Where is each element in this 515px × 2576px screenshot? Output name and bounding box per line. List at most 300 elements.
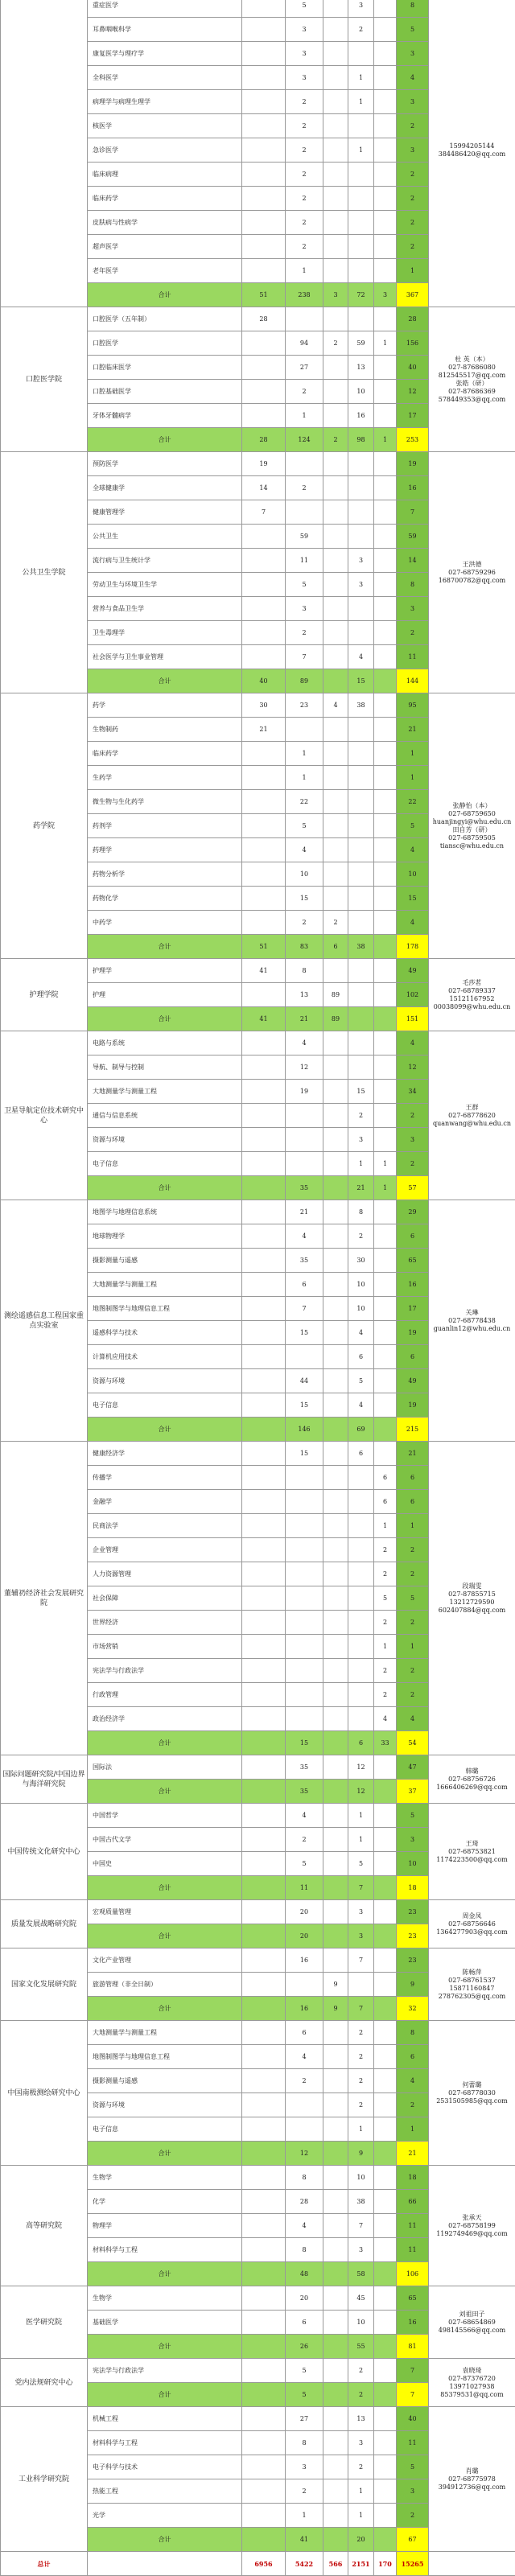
count-cell (323, 814, 348, 838)
count-cell (374, 452, 397, 476)
contact-line: 027-87855715 (430, 1590, 514, 1599)
major-cell: 电路与系统 (88, 1031, 242, 1056)
total-cell: 3 (397, 1128, 429, 1152)
total-cell: 2 (397, 114, 429, 138)
count-cell (374, 1080, 397, 1104)
count-cell: 2 (286, 2069, 323, 2093)
major-cell: 大地测量学与测量工程 (88, 2021, 242, 2045)
count-cell (286, 718, 323, 742)
count-cell (374, 2190, 397, 2214)
subtotal-cell: 7 (348, 1997, 374, 2021)
count-cell (374, 1973, 397, 1997)
contact-line: 027-68778438 (430, 1317, 514, 1325)
count-cell (323, 2117, 348, 2142)
count-cell (242, 211, 286, 235)
count-cell: 1 (374, 331, 397, 356)
subtotal-cell (242, 1924, 286, 1948)
subtotal-cell: 238 (286, 283, 323, 307)
major-cell: 病理学与病理生理学 (88, 90, 242, 114)
subtotal-total: 215 (397, 1418, 429, 1442)
total-cell: 65 (397, 2286, 429, 2311)
count-cell (348, 1538, 374, 1562)
subtotal-cell (242, 1731, 286, 1755)
count-cell (348, 621, 374, 645)
major-cell: 牙体牙髓病学 (88, 404, 242, 428)
subtotal-cell: 16 (286, 1997, 323, 2021)
count-cell: 6 (374, 1490, 397, 1514)
count-cell (242, 2359, 286, 2383)
department-cell: 药学院 (1, 693, 88, 959)
major-cell: 全球健康学 (88, 476, 242, 500)
count-cell (242, 2045, 286, 2069)
total-cell: 21 (397, 718, 429, 742)
count-cell (374, 645, 397, 669)
count-cell: 2 (374, 1562, 397, 1586)
count-cell: 15 (286, 887, 323, 911)
count-cell: 5 (286, 2359, 323, 2383)
count-cell (323, 2238, 348, 2262)
count-cell (374, 2455, 397, 2479)
count-cell (348, 1683, 374, 1707)
contact-cell (429, 452, 515, 693)
total-cell: 2 (397, 163, 429, 187)
total-cell: 2 (397, 2093, 429, 2117)
count-cell (242, 1321, 286, 1345)
count-cell (348, 211, 374, 235)
total-cell: 2 (397, 235, 429, 259)
count-cell: 2 (286, 114, 323, 138)
count-cell (323, 1900, 348, 1924)
count-cell (348, 718, 374, 742)
subtotal-cell (242, 1876, 286, 1900)
count-cell (242, 2166, 286, 2190)
count-cell (374, 1345, 397, 1369)
count-cell: 5 (348, 1852, 374, 1876)
count-cell (286, 1152, 323, 1176)
grand-total-cell: 566 (323, 2552, 348, 2576)
subtotal-cell: 33 (374, 1731, 397, 1755)
total-cell: 2 (397, 187, 429, 211)
count-cell (242, 1080, 286, 1104)
count-cell: 89 (323, 983, 348, 1007)
subtotal-cell (242, 2335, 286, 2359)
count-cell (374, 163, 397, 187)
total-cell: 65 (397, 1249, 429, 1273)
count-cell (374, 42, 397, 66)
count-cell (242, 1128, 286, 1152)
count-cell (374, 18, 397, 42)
subtotal-cell (242, 2383, 286, 2407)
count-cell: 8 (286, 2166, 323, 2190)
count-cell (286, 1707, 323, 1731)
contact-line: 027-87376720 (430, 2375, 514, 2383)
count-cell (323, 18, 348, 42)
table-row (1, 1031, 515, 1056)
count-cell (242, 1466, 286, 1490)
count-cell (374, 742, 397, 766)
total-cell: 2 (397, 1152, 429, 1176)
contact-line: 王琦 (430, 1840, 514, 1848)
count-cell (242, 742, 286, 766)
total-cell: 9 (397, 1973, 429, 1997)
count-cell (242, 1249, 286, 1273)
count-cell (286, 1104, 323, 1128)
contact-line: 1192749469@qq.com (430, 2230, 514, 2238)
count-cell: 12 (348, 1755, 374, 1780)
total-cell: 16 (397, 476, 429, 500)
count-cell: 7 (348, 1948, 374, 1973)
count-cell: 41 (242, 959, 286, 983)
subtotal-cell: 69 (348, 1418, 374, 1442)
count-cell: 6 (374, 1466, 397, 1490)
count-cell: 6 (286, 2311, 323, 2335)
count-cell (323, 259, 348, 283)
subtotal-cell (323, 1780, 348, 1804)
major-cell: 地图制图学与地理信息工程 (88, 1297, 242, 1321)
count-cell (374, 2093, 397, 2117)
major-cell: 电子信息 (88, 1393, 242, 1418)
count-cell (323, 1273, 348, 1297)
count-cell (286, 1611, 323, 1635)
contact-line: 027-68756646 (430, 1920, 514, 1928)
count-cell: 1 (348, 1804, 374, 1828)
count-cell (323, 1586, 348, 1611)
subtotal-cell: 3 (323, 283, 348, 307)
contact-line: 13212729590 (430, 1599, 514, 1607)
count-cell (323, 1104, 348, 1128)
count-cell (323, 2311, 348, 2335)
count-cell (348, 42, 374, 66)
count-cell (348, 911, 374, 935)
count-cell (348, 983, 374, 1007)
major-cell: 市场营销 (88, 1635, 242, 1659)
total-cell: 7 (397, 2359, 429, 2383)
count-cell: 35 (286, 1755, 323, 1780)
count-cell (374, 1755, 397, 1780)
count-cell (323, 356, 348, 380)
total-cell: 1 (397, 259, 429, 283)
major-cell: 电子信息 (88, 1152, 242, 1176)
count-cell (348, 887, 374, 911)
count-cell (242, 549, 286, 573)
total-cell: 12 (397, 1056, 429, 1080)
count-cell: 28 (242, 307, 286, 331)
subtotal-label: 合计 (88, 428, 242, 452)
count-cell (323, 2407, 348, 2431)
contact-line: 陈畅萍 (430, 1969, 514, 1977)
subtotal-cell: 20 (286, 1924, 323, 1948)
major-cell: 公共卫生 (88, 525, 242, 549)
total-cell: 14 (397, 549, 429, 573)
subtotal-total: 18 (397, 1876, 429, 1900)
major-cell: 口腔医学（五年制） (88, 307, 242, 331)
subtotal-label: 合计 (88, 2335, 242, 2359)
contact-line: 张承天 (430, 2214, 514, 2222)
count-cell (374, 1249, 397, 1273)
contact-line: 张静怡（本） (430, 802, 514, 810)
count-cell (374, 814, 397, 838)
subtotal-total: 32 (397, 1997, 429, 2021)
count-cell (323, 2286, 348, 2311)
major-cell: 地图制图学与地理信息工程 (88, 2045, 242, 2069)
count-cell: 4 (323, 693, 348, 718)
contact-cell (429, 0, 515, 307)
count-cell: 15 (286, 1442, 323, 1466)
subtotal-cell: 9 (348, 2142, 374, 2166)
count-cell: 2 (348, 1224, 374, 1249)
count-cell (242, 1104, 286, 1128)
count-cell: 20 (286, 2286, 323, 2311)
count-cell (348, 838, 374, 862)
contact-line: 00038099@whu.edu.cn (430, 1003, 514, 1011)
subtotal-cell (323, 2262, 348, 2286)
count-cell: 44 (286, 1369, 323, 1393)
count-cell: 3 (286, 2455, 323, 2479)
subtotal-cell: 3 (348, 1924, 374, 1948)
major-cell: 临床药学 (88, 742, 242, 766)
count-cell (323, 1562, 348, 1586)
subtotal-cell (374, 2262, 397, 2286)
subtotal-cell (374, 2383, 397, 2407)
count-cell (242, 1683, 286, 1707)
subtotal-cell (374, 1997, 397, 2021)
count-cell (374, 2045, 397, 2069)
subtotal-cell: 72 (348, 283, 374, 307)
count-cell (242, 1538, 286, 1562)
subtotal-label: 合计 (88, 2383, 242, 2407)
count-cell: 1 (348, 2504, 374, 2528)
count-cell (374, 2069, 397, 2093)
subtotal-cell: 58 (348, 2262, 374, 2286)
count-cell (374, 2359, 397, 2383)
count-cell (242, 1611, 286, 1635)
major-cell: 健康经济学 (88, 1442, 242, 1466)
count-cell: 2 (348, 2455, 374, 2479)
count-cell (323, 380, 348, 404)
count-cell (348, 259, 374, 283)
subtotal-cell (374, 1780, 397, 1804)
count-cell (374, 693, 397, 718)
count-cell (374, 211, 397, 235)
total-cell: 8 (397, 0, 429, 18)
count-cell (323, 163, 348, 187)
count-cell: 11 (286, 549, 323, 573)
subtotal-cell (242, 1176, 286, 1200)
contact-line: 杜 英（本） (430, 356, 514, 364)
subtotal-total: 37 (397, 1780, 429, 1804)
total-cell: 2 (397, 1659, 429, 1683)
subtotal-label: 合计 (88, 1780, 242, 1804)
count-cell (242, 2238, 286, 2262)
count-cell (323, 1128, 348, 1152)
count-cell (374, 959, 397, 983)
count-cell: 4 (286, 1224, 323, 1249)
count-cell: 3 (286, 66, 323, 90)
count-cell (323, 1948, 348, 1973)
count-cell: 3 (348, 1128, 374, 1152)
major-cell: 地球物理学 (88, 1224, 242, 1249)
department-cell: 质量发展战略研究院 (1, 1900, 88, 1948)
count-cell (323, 959, 348, 983)
major-cell: 全科医学 (88, 66, 242, 90)
count-cell (374, 1297, 397, 1321)
count-cell (374, 356, 397, 380)
total-cell: 29 (397, 1200, 429, 1224)
count-cell: 30 (348, 1249, 374, 1273)
total-cell: 10 (397, 1852, 429, 1876)
contact-line: 刘祖田子 (430, 2311, 514, 2319)
subtotal-cell: 2 (323, 428, 348, 452)
count-cell: 1 (374, 1635, 397, 1659)
department-cell: 工业科学研究院 (1, 2407, 88, 2552)
subtotal-label: 合计 (88, 935, 242, 959)
count-cell (323, 476, 348, 500)
count-cell (242, 2069, 286, 2093)
total-cell: 1 (397, 766, 429, 790)
count-cell (374, 911, 397, 935)
major-cell: 康复医学与理疗学 (88, 42, 242, 66)
count-cell (348, 187, 374, 211)
count-cell: 22 (286, 790, 323, 814)
subtotal-cell (374, 2142, 397, 2166)
major-cell: 电子科学与技术 (88, 2455, 242, 2479)
total-cell: 1 (397, 1635, 429, 1659)
count-cell: 1 (286, 404, 323, 428)
subtotal-label: 合计 (88, 1418, 242, 1442)
count-cell (323, 1031, 348, 1056)
major-cell: 旅游管理（非全日制） (88, 1973, 242, 1997)
count-cell (374, 476, 397, 500)
count-cell: 2 (286, 621, 323, 645)
count-cell: 6 (286, 2021, 323, 2045)
count-cell (374, 404, 397, 428)
count-cell: 5 (286, 573, 323, 597)
count-cell (286, 1514, 323, 1538)
count-cell: 1 (286, 766, 323, 790)
count-cell (374, 1056, 397, 1080)
major-cell: 机械工程 (88, 2407, 242, 2431)
total-cell: 40 (397, 2407, 429, 2431)
subtotal-cell (374, 935, 397, 959)
count-cell: 2 (286, 1828, 323, 1852)
major-cell: 摄影测量与遥感 (88, 1249, 242, 1273)
count-cell (348, 1973, 374, 1997)
subtotal-total: 144 (397, 669, 429, 693)
count-cell: 8 (286, 2431, 323, 2455)
contact-line: quanwang@whu.edu.cn (430, 1120, 514, 1128)
count-cell (242, 1707, 286, 1731)
count-cell (374, 525, 397, 549)
count-cell: 13 (348, 2407, 374, 2431)
count-cell: 2 (286, 187, 323, 211)
table-row (1, 1804, 515, 1828)
count-cell (242, 1345, 286, 1369)
count-cell (323, 597, 348, 621)
count-cell (323, 2431, 348, 2455)
contact-cell (429, 2359, 515, 2407)
count-cell: 6 (348, 1442, 374, 1466)
subtotal-cell: 41 (286, 2528, 323, 2552)
total-cell: 4 (397, 1707, 429, 1731)
subtotal-total: 21 (397, 2142, 429, 2166)
count-cell: 5 (374, 1586, 397, 1611)
contact-line: 肖璐 (430, 2467, 514, 2475)
subtotal-cell: 2 (348, 2383, 374, 2407)
major-cell: 药剂学 (88, 814, 242, 838)
count-cell (323, 2021, 348, 2045)
count-cell (242, 790, 286, 814)
major-cell: 劳动卫生与环境卫生学 (88, 573, 242, 597)
contact-cell (429, 2286, 515, 2359)
count-cell (323, 1200, 348, 1224)
department-cell: 董辅礽经济社会发展研究院 (1, 1442, 88, 1755)
count-cell (286, 1659, 323, 1683)
count-cell (374, 1393, 397, 1418)
subtotal-cell: 5 (286, 2383, 323, 2407)
total-cell: 1 (397, 742, 429, 766)
table-row (1, 2286, 515, 2311)
total-cell: 5 (397, 2455, 429, 2479)
contact-line: 027-87686080 (430, 364, 514, 372)
subtotal-label: 合计 (88, 2528, 242, 2552)
count-cell (348, 1586, 374, 1611)
major-cell: 药理学 (88, 838, 242, 862)
subtotal-label: 合计 (88, 1007, 242, 1031)
major-cell: 健康管理学 (88, 500, 242, 525)
count-cell (242, 2021, 286, 2045)
count-cell (348, 235, 374, 259)
count-cell (242, 404, 286, 428)
contact-cell (429, 1031, 515, 1200)
subtotal-cell: 1 (374, 1176, 397, 1200)
count-cell: 1 (348, 2117, 374, 2142)
major-cell: 社会保障 (88, 1586, 242, 1611)
count-cell: 5 (286, 814, 323, 838)
total-cell: 40 (397, 356, 429, 380)
count-cell: 59 (286, 525, 323, 549)
count-cell (348, 597, 374, 621)
count-cell (374, 90, 397, 114)
count-cell: 2 (286, 163, 323, 187)
major-cell: 生物学 (88, 2286, 242, 2311)
table-row (1, 307, 515, 331)
major-cell: 材料科学与工程 (88, 2431, 242, 2455)
count-cell: 2 (348, 2045, 374, 2069)
department-cell: 卫星导航定位技术研究中心 (1, 1031, 88, 1200)
contact-line: 027-68789337 (430, 987, 514, 995)
count-cell (242, 1635, 286, 1659)
count-cell (348, 1635, 374, 1659)
subtotal-cell: 3 (374, 283, 397, 307)
contact-line: 027-68761537 (430, 1977, 514, 1985)
total-cell: 4 (397, 1031, 429, 1056)
subtotal-total: 57 (397, 1176, 429, 1200)
count-cell: 19 (242, 452, 286, 476)
count-cell: 2 (323, 331, 348, 356)
major-cell: 资源与环境 (88, 1369, 242, 1393)
count-cell (374, 2479, 397, 2504)
count-cell (348, 1514, 374, 1538)
major-cell: 护理学 (88, 959, 242, 983)
count-cell (242, 1852, 286, 1876)
count-cell: 1 (348, 1152, 374, 1176)
count-cell (374, 1104, 397, 1128)
subtotal-cell: 9 (323, 1997, 348, 2021)
total-cell: 5 (397, 814, 429, 838)
count-cell: 1 (348, 66, 374, 90)
count-cell (348, 862, 374, 887)
count-cell (348, 1611, 374, 1635)
